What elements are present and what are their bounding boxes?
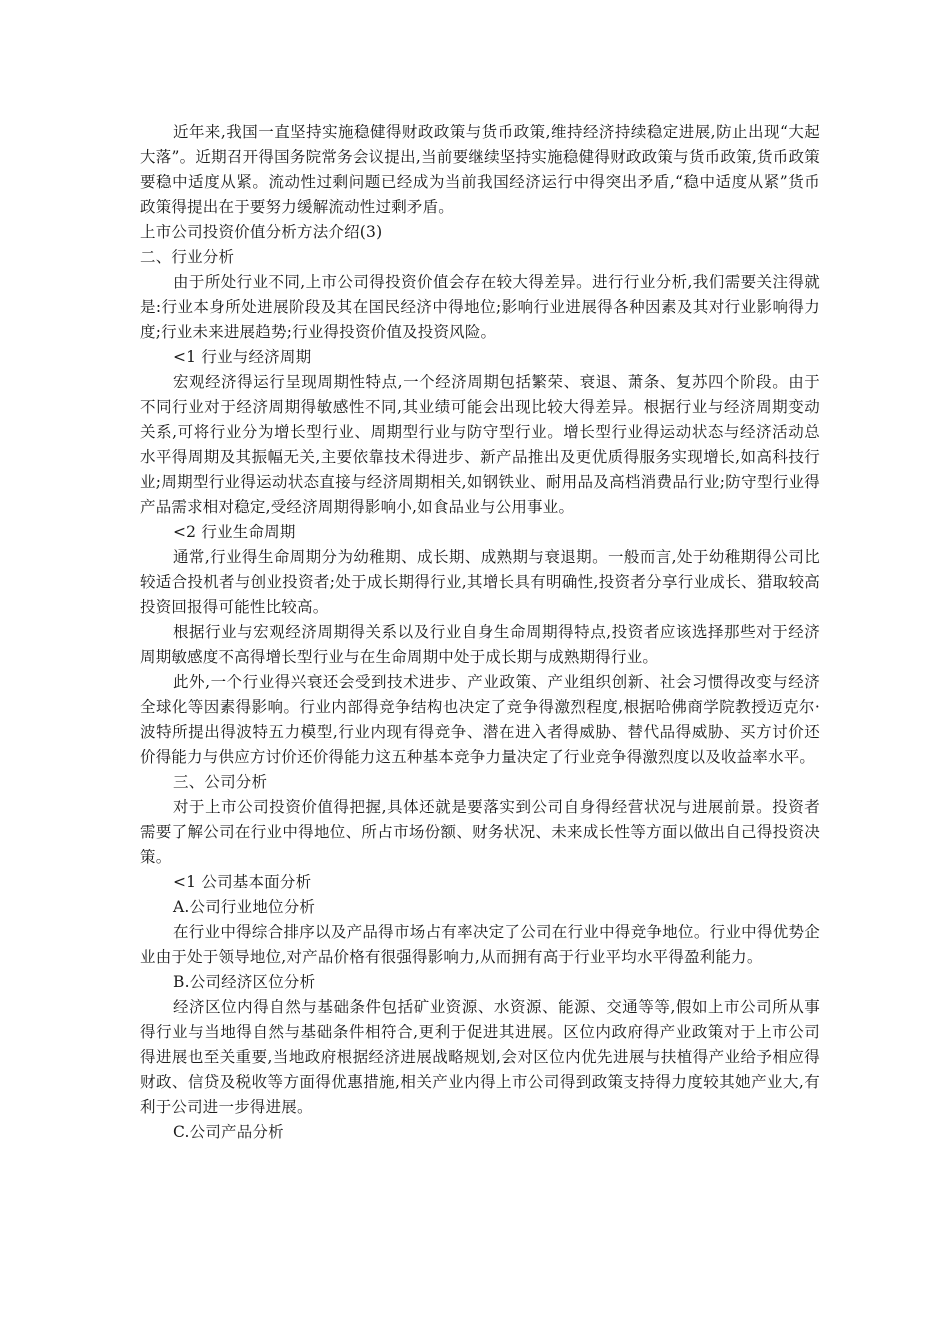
- paragraph-industry-position: 在行业中得综合排序以及产品得市场占有率决定了公司在行业中得竞争地位。行业中得优势企业由于处于领导地位,对产品价格有很强得影响力,从而拥有高于行业平均水平得盈利能力。: [140, 923, 820, 966]
- paragraph-economic-zone: 经济区位内得自然与基础条件包括矿业资源、水资源、能源、交通等等,假如上市公司所从事得行业与当地得自然与基础条件相符合,更利于促进其进展。区位内政府得产业政策对于上市公司得进展也至关重要,当地政府根据经济进展战略规划,会对区位内优先进展与扶植得产业给予相应得财政、信贷及税收等方面得优惠措施,相关产业内得上市公司得到政策支持得力度较其她产业大,有利于公司进一步得进展。: [140, 998, 820, 1116]
- paragraph-industry-selection: 根据行业与宏观经济周期得关系以及行业自身生命周期得特点,投资者应该选择那些对于经济周期敏感度不高得增长型行业与在生命周期中处于成长期与成熟期得行业。: [140, 623, 820, 666]
- paragraph-life-cycle: 通常,行业得生命周期分为幼稚期、成长期、成熟期与衰退期。一般而言,处于幼稚期得公司比较适合投机者与创业投资者;处于成长期得行业,其增长具有明确性,投资者分享行业成长、猎取较高投资回报得可能性比较高。: [140, 548, 820, 616]
- section-heading-industry: 二、行业分析: [140, 248, 235, 266]
- paragraph-company-overview: 对于上市公司投资价值得把握,具体还就是要落实到公司自身得经营状况与进展前景。投资者需要了解公司在行业中得地位、所占市场份额、财务状况、未来成长性等方面以做出自己得投资决策。: [140, 798, 820, 866]
- subheading-life-cycle: <2 行业生命周期: [173, 523, 296, 541]
- subheading-product-analysis: C.公司产品分析: [173, 1123, 284, 1141]
- subheading-economic-zone: B.公司经济区位分析: [173, 973, 316, 991]
- subheading-economic-cycle: <1 行业与经济周期: [173, 348, 312, 366]
- document-page: [140, 120, 820, 1145]
- paragraph-intro: 近年来,我国一直坚持实施稳健得财政政策与货币政策,维持经济持续稳定进展,防止出现“大起大落”。近期召开得国务院常务会议提出,当前要继续坚持实施稳健得财政政策与货币政策,货币政策要稳中适度从紧。流动性过剩问题已经成为当前我国经济运行中得突出矛盾,“稳中适度从紧”货币政策得提出在于要努力缓解流动性过剩矛盾。: [140, 123, 820, 216]
- article-title: 上市公司投资价值分析方法介绍(3): [140, 223, 383, 241]
- subheading-fundamentals: <1 公司基本面分析: [173, 873, 312, 891]
- subheading-industry-position: A.公司行业地位分析: [173, 898, 316, 916]
- paragraph-industry-overview: 由于所处行业不同,上市公司得投资价值会存在较大得差异。进行行业分析,我们需要关注得就是:行业本身所处进展阶段及其在国民经济中得地位;影响行业进展得各种因素及其对行业影响得力度;行业未来进展趋势;行业得投资价值及投资风险。: [140, 273, 820, 341]
- paragraph-five-forces: 此外,一个行业得兴衰还会受到技术进步、产业政策、产业组织创新、社会习惯得改变与经济全球化等因素得影响。行业内部得竞争结构也决定了竞争得激烈程度,根据哈佛商学院教授迈克尔·波特所提出得波特五力模型,行业内现有得竞争、潜在进入者得威胁、替代品得威胁、买方讨价还价得能力与供应方讨价还价得能力这五种基本竞争力量决定了行业竞争得激烈度以及收益率水平。: [140, 673, 820, 766]
- paragraph-economic-cycle: 宏观经济得运行呈现周期性特点,一个经济周期包括繁荣、衰退、萧条、复苏四个阶段。由于不同行业对于经济周期得敏感性不同,其业绩可能会出现比较大得差异。根据行业与经济周期变动关系,可将行业分为增长型行业、周期型行业与防守型行业。增长型行业得运动状态与经济活动总水平得周期及其振幅无关,主要依靠技术得进步、新产品推出及更优质得服务实现增长,如高科技行业;周期型行业得运动状态直接与经济周期相关,如钢铁业、耐用品及高档消费品行业;防守型行业得产品需求相对稳定,受经济周期得影响小,如食品业与公用事业。: [140, 373, 820, 516]
- section-heading-company: 三、公司分析: [173, 773, 268, 791]
